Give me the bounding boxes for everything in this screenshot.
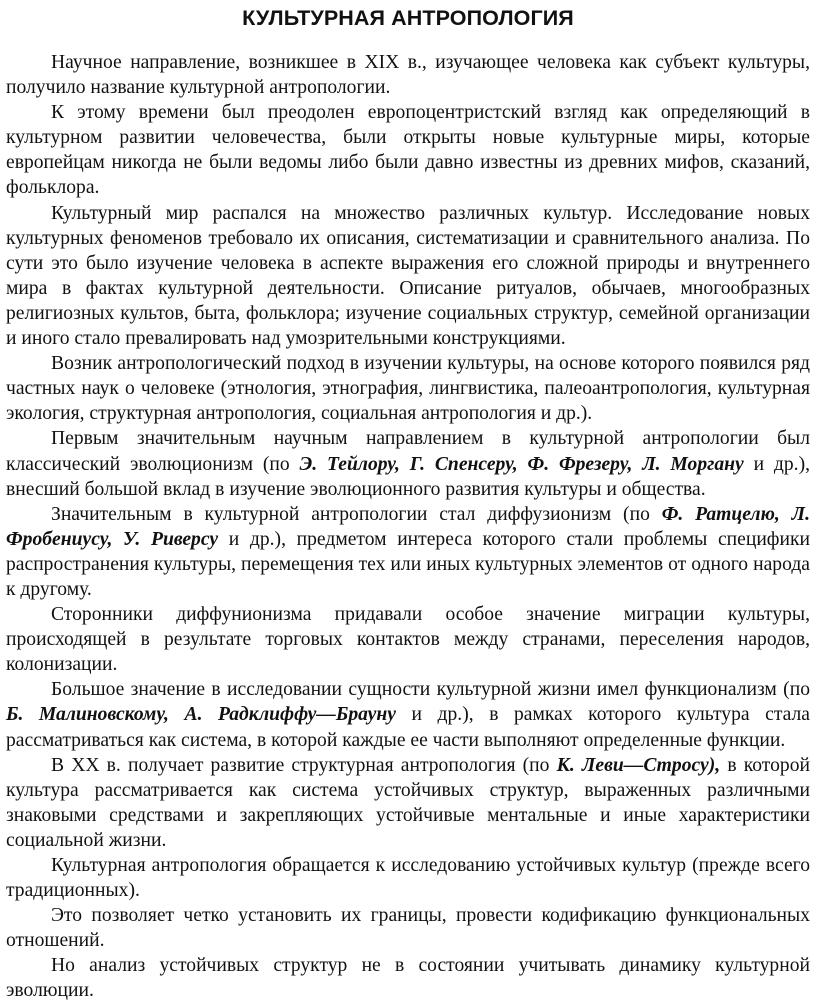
- paragraph-4: [6, 351, 810, 426]
- paragraph-text: В XX в. получает развитие структурная антропология (по: [51, 754, 557, 776]
- paragraph-11: [6, 903, 810, 953]
- paragraph-text: Значительным в культурной антропологии стал диффузионизм (по: [51, 503, 662, 525]
- paragraph-3: [6, 201, 810, 352]
- paragraph-1: [6, 50, 810, 100]
- paragraph-8: [6, 677, 810, 752]
- paragraph-10: [6, 853, 810, 903]
- paragraph-text: К этому времени был преодолен европоцентристский взгляд как определяющий в культурном развитии человечества, были открыты новые культурные миры, которые европейцам никогда не были ведомы либо были давно известны из древних мифов, сказаний, фольклора.: [6, 102, 810, 199]
- paragraph-text: Культурный мир распался на множество различных культур. Исследование новых культурных феноменов требовало их описания, систематизации и сравнительного анализа. По сути это было изучение человека в аспекте выражения его сложной природы и внутреннего мира в фактах культурной деятельности. Описание ритуалов, обычаев, многообразных религиозных культов, быта, фольклора; изучение социальных структур, семейной организации и иного стало превалировать над умозрительными конструкциями.: [6, 202, 810, 350]
- paragraph-text: Сторонники диффунионизма придавали особое значение миграции культуры, происходящей в результате торговых контактов между странами, переселения народов, колонизации.: [6, 604, 810, 676]
- paragraph-text: в которой культура рассматривается как система устойчивых структур, выраженных различными знаковыми средствами и закрепляющих устойчивые ментальные и иные характеристики социальной жизни.: [6, 754, 810, 851]
- paragraph-text: Большое значение в исследовании сущности культурной жизни имел функционализм (по: [51, 679, 810, 701]
- paragraph-text: Но анализ устойчивых структур не в состоянии учитывать динамику культурной эволюции.: [6, 955, 810, 1002]
- paragraph-text: Первым значительным научным направлением в культурной антропологии был классический эволюционизм (по: [6, 428, 810, 475]
- paragraph-2: [6, 100, 810, 200]
- paragraph-6: [6, 502, 810, 602]
- paragraph-text: Культурная антропология обращается к исследованию устойчивых культур (прежде всего традиционных).: [6, 855, 810, 902]
- author-names: Э. Тейлору, Г. Спенсеру, Ф. Фрезеру, Л. Моргану: [299, 453, 744, 475]
- paragraph-12: [6, 953, 810, 1003]
- paragraph-5: [6, 426, 810, 501]
- paragraph-9: [6, 753, 810, 853]
- document-title: КУЛЬТУРНАЯ АНТРОПОЛОГИЯ: [242, 6, 574, 30]
- paragraph-text: и др.), предметом интереса которого стали проблемы специфики распространения культуры, перемещения тех или иных культурных элементов от одного народа к другому.: [6, 528, 810, 600]
- paragraph-text: Научное направление, возникшее в XIX в., изучающее человека как субъект культуры, получило название культурной антропологии.: [6, 52, 810, 99]
- paragraph-text: Это позволяет четко установить их границы, провести кодификацию функциональных отношений.: [6, 905, 810, 952]
- author-names: Б. Малиновскому, А. Радклиффу—Брауну: [6, 704, 396, 726]
- author-names: Ф. Ратцелю, Л. Фробениусу, У. Риверсу: [6, 503, 810, 550]
- paragraph-7: [6, 602, 810, 677]
- paragraph-text: и др.), внесший большой вклад в изучение эволюционного развития культуры и общества.: [6, 453, 811, 500]
- paragraph-text: Возник антропологический подход в изучении культуры, на основе которого появился ряд частных наук о человеке (этнология, этнография, лингвистика, палеоантропология, культурная экология, структурная антропология, социальная антропология и др.).: [6, 353, 810, 425]
- paragraph-text: и др.), в рамках которого культура стала рассматриваться как система, в которой каждые ее части выполняют определенные функции.: [6, 704, 810, 751]
- author-names: К. Леви—Стросу),: [556, 754, 721, 776]
